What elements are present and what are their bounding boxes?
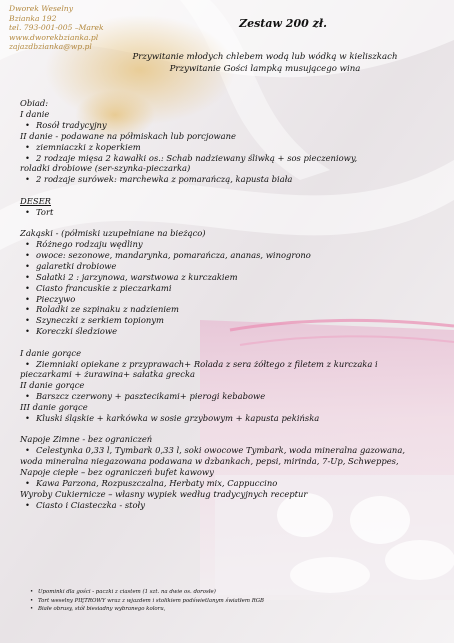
list-item: • Celestynka 0,33 l, Tymbark 0,33 l, soki owocowe Tymbark, woda mineralna gazowana,: [20, 445, 434, 456]
list-item-continuation: roladki drobiowe (ser-szynka-pieczarka): [20, 163, 191, 174]
danie2-heading: II danie - podawane na półmiskach lub porcjowane: [20, 130, 236, 141]
venue-name: Dworek Weselny: [9, 4, 73, 13]
gorace3-heading: III danie gorące: [20, 402, 88, 413]
list-item: • Roladki ze szpinaku z nadzieniem: [20, 304, 434, 315]
list-item-continuation: pieczarkami + żurawina+ sałatka grecka: [20, 369, 196, 380]
footnotes: [30, 588, 264, 614]
gorace1-heading: I danie gorące: [20, 347, 82, 358]
list-item: • Sałatki 2 : jarzynowa, warstwowa z kurczakiem: [20, 272, 434, 283]
list-item: • Różnego rodzaju wędliny: [20, 239, 434, 250]
venue-phone: tel. 793-001-005 –Marek: [9, 23, 104, 33]
menu-content: [20, 98, 434, 511]
welcome-intro: [100, 52, 430, 75]
list-item: • 2 rodzaje surówek: marchewka z pomarańczą, kapusta biała: [20, 174, 434, 185]
list-item: • ziemniaczki z koperkiem: [20, 142, 434, 153]
venue-website[interactable]: www.dworekbzianka.pl: [9, 32, 99, 42]
napoje-zimne-heading: Napoje Zimne - bez ograniczeń: [20, 434, 153, 445]
zakaski-heading: Zakąski - (półmiski uzupełniane na bieżąco): [20, 228, 206, 239]
danie1-heading: I danie: [20, 108, 50, 119]
list-item: • Ziemniaki opiekane z przyprawach+ Rolada z sera żółtego z filetem z kurczaka i: [20, 359, 434, 370]
footnote-item: • Tort weselny PIĘTROWY wraz z wjazdem i stolikiem podświetlanym światłem RGB: [30, 597, 264, 606]
footnote-item: • Białe obrusy, stół biesiadny wybranego koloru,: [30, 605, 264, 614]
list-item: • Kawa Parzona, Rozpuszczalna, Herbaty mix, Cappuccino: [20, 478, 434, 489]
list-item: • galaretki drobiowe: [20, 261, 434, 272]
spacer: [20, 424, 434, 435]
intro-line-1: Przywitanie młodych chlebem wodą lub wódką w kieliszkach: [132, 52, 398, 62]
venue-address: Bzianka 192: [9, 13, 57, 23]
footnote-item: • Upominki dla gości - paczki z ciastem (1 szt. na dwie os. dorosłe): [30, 588, 264, 597]
list-item: • owoce: sezonowe, mandarynka, pomarańcza, ananas, winogrono: [20, 250, 434, 261]
spacer: [20, 218, 434, 229]
list-item-continuation: woda mineralna niegazowana podawana w dzbankach, pepsi, mirinda, 7-Up, Schweppes,: [20, 456, 399, 467]
page-title: Zestaw 200 zł.: [239, 17, 327, 30]
napoje-cieple-heading: Napoje ciepłe – bez ograniczeń bufet kawowy: [20, 467, 214, 478]
list-item: • Ciasto francuskie z pieczarkami: [20, 283, 434, 294]
list-item: • 2 rodzaje mięsa 2 kawałki os.: Schab nadziewany śliwką + sos pieczeniowy,: [20, 153, 434, 164]
list-item: • Kluski śląskie + karkówka w sosie grzybowym + kapusta pekińska: [20, 413, 434, 424]
spacer: [20, 337, 434, 348]
obiad-heading: Obiad:: [20, 98, 49, 108]
list-item: • Koreczki śledziowe: [20, 326, 434, 337]
page-title-wrap: [0, 17, 454, 30]
list-item: • Barszcz czerwony + pasztecikami+ pierogi kebabowe: [20, 391, 434, 402]
list-item: • Rosół tradycyjny: [20, 120, 434, 131]
spacer: [20, 185, 434, 196]
list-item: • Ciasto i Ciasteczka - stoły: [20, 500, 434, 511]
list-item: • Pieczywo: [20, 294, 434, 305]
list-item: • Tort: [20, 207, 434, 218]
list-item: • Szyneczki z serkiem topionym: [20, 315, 434, 326]
deser-heading: DESER: [20, 195, 51, 206]
venue-email[interactable]: zajazdbzianka@wp.pl: [9, 42, 92, 52]
gorace2-heading: II danie gorące: [20, 380, 85, 391]
wyroby-heading: Wyroby Cukiernicze – własny wypiek według tradycyjnych receptur: [20, 489, 308, 499]
intro-line-2: Przywitanie Gości lampką musującego wina: [169, 63, 361, 74]
